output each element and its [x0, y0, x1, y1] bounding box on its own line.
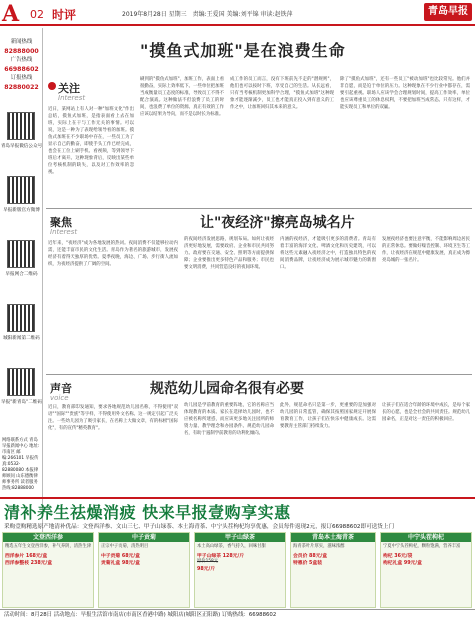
- article-body: 刷到的"摸鱼式加班"，加班工作，表面上看很勤奋，实际上效率低下。一些单位把加班当成衡量员工态度的标准，导致员工不得不配合演戏。这种做法不但浪费了员工的时间，也浪费了单位的资源。真正有效的工作应该以结果为导向，而不是以时长为标准。: [140, 77, 224, 117]
- article-body: 幼儿园是学前教育的重要阵地，它的名称应当体现教育的本质。家长在选择幼儿园时，也不应被名称所迷惑，而应该更多地关注园所的师资力量、教学理念和办园条件。规范幼儿园命名，有助于遏制学前教育的功利化倾向。: [184, 403, 274, 436]
- header-meta: 2019年8月28日 星期三 责编:王爱国 美编:刘平锦 审读:赵铁萍: [122, 11, 293, 18]
- hotline-label: 广告热线: [10, 57, 33, 63]
- ad-product-card[interactable]: [98, 532, 190, 608]
- qr-caption: 城阳新闻第二维码: [3, 336, 40, 341]
- ad-subtitle: 采购壹购精选原产地清补优品：文登西洋参、文山三七、甲子山绿茶、本土海青茶、中宁头茬枸杞均享优惠，会员每件返现2元，报订66988602即可送货上门: [4, 524, 395, 530]
- section-label: 聚焦: [50, 216, 72, 229]
- hotline-label: 订报热线: [10, 75, 33, 81]
- contact-info: 网络联系方式 青岛早报新闻中心 地址:市南区 邮编:266101 早报传真:0532-82880080 本报律师顾问 山东德衡律师事务所 读者服务热线:82888000: [2, 438, 40, 491]
- product-price: 枸杞礼盒 99元/盒: [383, 561, 422, 566]
- article-body: 此外，规范命名只是第一步，更重要的是加强对幼儿园的日常监管，确保其按照国家规定开展保育教育工作，让孩子们在快乐中健康成长。这需要教育主管部门持续发力。: [280, 403, 376, 429]
- product-name: 青岛本土海青茶: [291, 533, 375, 542]
- product-name: 中子贡菊: [99, 533, 189, 542]
- product-desc: 宁夏中宁头茬枸杞，颗粒饱满，营养丰富: [383, 544, 461, 549]
- article-body: 的夜间经济发展思路，规划布局。如何让夜经济更好地发展，需要政府、企业和市民共同努力。政府要在交通、安全、照明等方面提供保障；企业要推出更多特色产品和服务；市民也要文明消费，共同营造良好的夜间环境。: [184, 237, 274, 270]
- article-title: 规范幼儿园命名很有必要: [150, 381, 304, 397]
- product-name: 中宁头茬枸杞: [381, 533, 471, 542]
- ad-product-card[interactable]: [194, 532, 286, 608]
- section-letter: A: [2, 1, 20, 27]
- product-desc: 本土高山绿茶，香气持久，回味甘甜: [197, 544, 266, 549]
- ad-divider: [0, 497, 475, 499]
- ad-product-card[interactable]: [2, 532, 94, 608]
- section-label-en: Interest: [50, 228, 78, 236]
- article-body: 近日，教育部印发通知，要求各地规范幼儿园名称，不得使用"双语""国际""贵族"等字样，不得使用外文名称。这一规定引起广泛关注。一些幼儿园为了吸引家长，在名称上大做文章，有的标榜"国际化"，有的宣传"精英教育"。: [48, 405, 178, 431]
- divider: [46, 374, 472, 375]
- product-desc: 精选五年生文登西洋参，补气养阴，清热生津: [5, 544, 91, 549]
- hotline-number: 66988602: [4, 66, 39, 73]
- product-price: 西洋参整枝 238元/盒: [5, 561, 53, 566]
- section-label-en: voice: [50, 394, 69, 402]
- hotline-number: 82880022: [4, 84, 39, 91]
- product-name: 甲子山绿茶: [195, 533, 285, 542]
- product-original-price: 原价158元: [197, 559, 219, 564]
- section-label: 声音: [50, 382, 72, 395]
- product-price: 枸杞 36元/袋: [383, 554, 413, 559]
- page-number: 02: [30, 8, 44, 21]
- article-body: 让孩子们在适合年龄的环境中成长，是每个家长的心愿，也是全社会的共同责任。规范幼儿园命名，正是对这一责任的积极回应。: [382, 403, 470, 422]
- article-body: 近日，某网站上有人对一种"加班文化"作出总结，摸鱼式加班，是指表面看上去在加班，实际上在干与工作无关的事情。可以说，这是一种为了表现给领导看的加班。摸鱼式加班在不少职场中存在，一些员工为了显示自己的勤奋，即使手头工作已经完成，也会在工位上刷手机、看视频，等到领导下班后才离开。这种现象背后，反映出某些单位考核机制的缺失，以及对工作效率的忽视。: [48, 107, 134, 175]
- qr-caption: 青岛早报微信公众号: [0, 144, 43, 149]
- label-dot-icon: [48, 82, 56, 90]
- ad-product-card[interactable]: [380, 532, 472, 608]
- article-title: "摸鱼式加班"是在浪费生命: [140, 41, 346, 60]
- product-price: 甲子山绿茶 128元/斤: [197, 554, 245, 559]
- qr-caption: 早报新版官方微博: [3, 208, 40, 213]
- qr-code-icon[interactable]: [7, 304, 35, 332]
- section-label-en: Interest: [58, 94, 86, 102]
- product-price: 贡菊礼盒 98元/盒: [101, 561, 140, 566]
- qr-code-icon[interactable]: [7, 240, 35, 268]
- hotline-number: 82888000: [4, 48, 39, 55]
- product-name: 文登西洋参: [3, 533, 93, 542]
- product-price: 会员价 88元/盒: [293, 554, 328, 559]
- qr-caption: 早报"新青岛"二维码: [1, 400, 42, 405]
- qr-code-icon[interactable]: [7, 112, 35, 140]
- newspaper-logo: 青岛早报: [424, 3, 472, 21]
- ad-product-card[interactable]: [290, 532, 376, 608]
- article-body: 除了"摸鱼式加班"，还有一些员工"被动加班"也比较常见。他们并非自愿，而是迫于单位的压力。这种现象在不少行业中都存在，需要引起重视。职场人应该学会合理规划时间，提高工作效率，单位也应该尊重员工的休息权利，不要把加班当成常态。只有这样，才能实现员工和单位的双赢。: [340, 77, 470, 110]
- product-price: 98元/斤: [197, 567, 216, 572]
- product-price: 西洋参片 168元/盒: [5, 554, 48, 559]
- article-title: 让"夜经济"擦亮岛城名片: [200, 215, 355, 231]
- qr-code-icon[interactable]: [7, 368, 35, 396]
- qr-caption: 早报网合二维码: [5, 272, 38, 277]
- hotlines: [2, 38, 41, 92]
- article-body: 发展夜经济也要注意平衡，不能影响周边居民的正常休息。要做好噪音控制、环境卫生等工作，让夜经济在规范中健康发展，真正成为擦亮岛城的一张名片。: [382, 237, 470, 263]
- product-price: 特惠价 5盒装: [293, 561, 322, 566]
- column-name: 时评: [52, 8, 77, 22]
- ad-footer: 活动时间：8月28日 活动地点：早报生活馆市南店(市南区香港中路) 城阳店(城阳区正阳路) 订购热线：66988602: [0, 609, 475, 620]
- product-desc: 正宗中子贡菊，清热明目: [101, 544, 149, 549]
- ad-headline: 清补养生祛燥消疲 快来早报壹购享实惠: [4, 503, 291, 522]
- article-body: 内涵的夜经济，才能吸引更多的消费者。青岛有着丰富的海洋文化、啤酒文化和历史建筑，可以将这些元素融入夜经济之中，打造独具特色的夜间消费品牌，让夜经济成为展示城市魅力的新窗口。: [280, 237, 376, 270]
- hotline-label: 新闻热线: [10, 39, 33, 45]
- product-price: 中子贡菊 68元/盒: [101, 554, 140, 559]
- article-body: 成工作的员工而言，没有下班前先不走的"潜规则"，他们也可以按时下班，享受自己的生活。从长远看，只有当考核机制更加科学合理，"摸鱼式加班"这种现象才能逐渐减少，员工也才能真正投入到有意义的工作之中，让加班回归其本来的意义。: [230, 77, 334, 110]
- qr-code-icon[interactable]: [7, 176, 35, 204]
- article-body: 近年来，"夜经济"成为各地发展的热词。夜间消费不仅能够拉动内需，还能丰富市民的文化生活。青岛作为著名的旅游城市，发展夜经济有着得天独厚的优势。夏季夜晚，海边、广场、步行街人流如织，为夜经济提供了广阔的空间。: [48, 241, 178, 267]
- section-label: 关注: [58, 82, 80, 95]
- product-desc: 海青茶叶片厚实，滋味浓醇: [293, 544, 345, 549]
- divider: [46, 208, 472, 209]
